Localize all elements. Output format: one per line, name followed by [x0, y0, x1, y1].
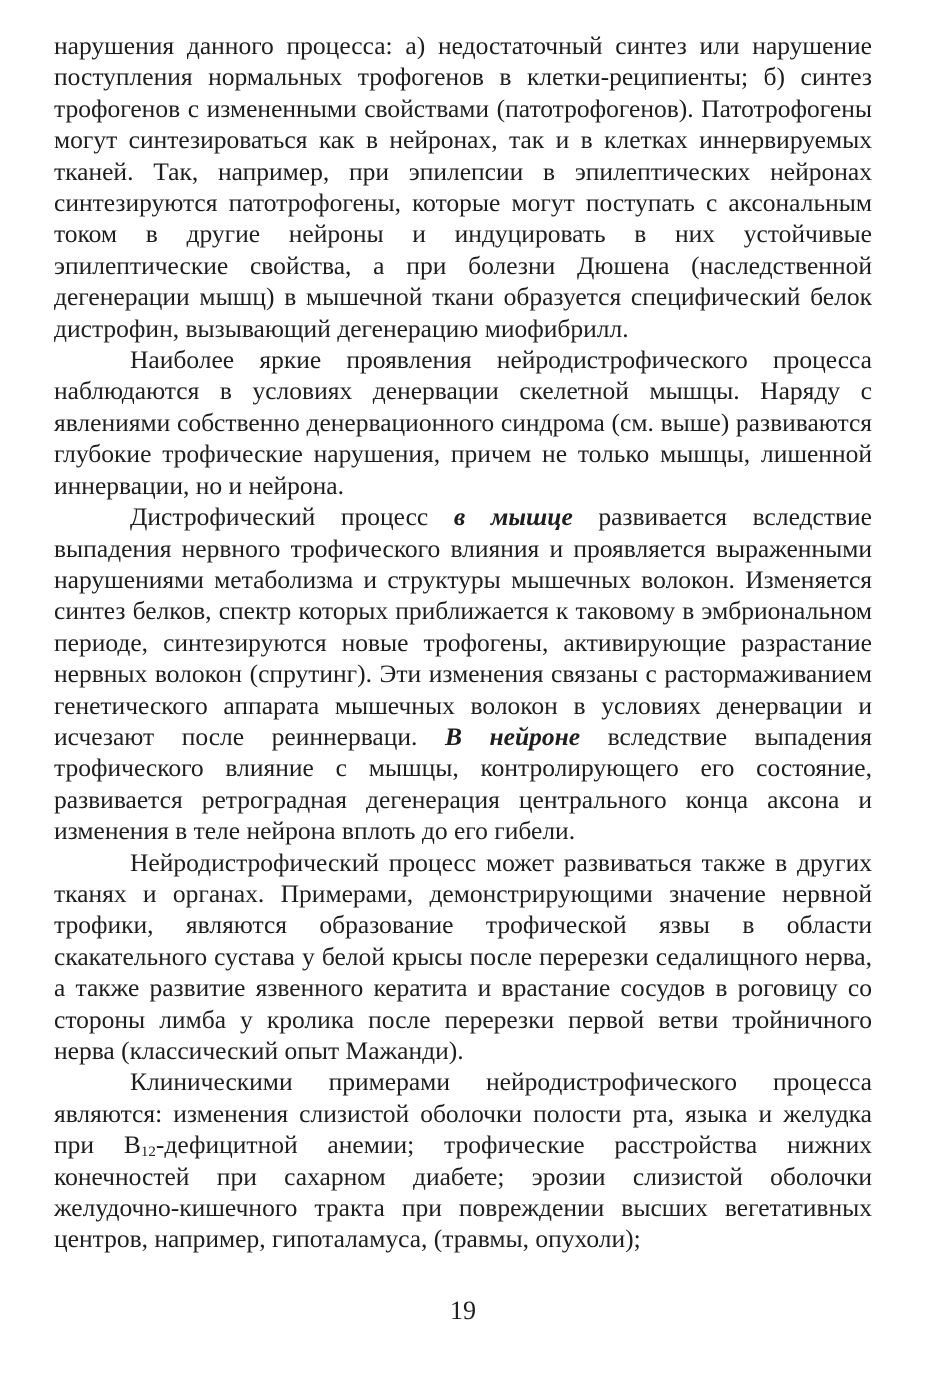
paragraph-5-text-a: Клиническими примерами нейродистрофического процесса являются: изменения слизистой оболочки полости рта, языка и желудка при В	[54, 1067, 872, 1160]
page-body	[54, 30, 872, 1255]
paragraph-3-text-b: развивается вследствие выпадения нервного трофического влияния и проявляется выраженными нарушениями метаболизма и структуры мышечных волокон. Изменяется синтез белков, спектр которых приближается к таковому в эмбриональном периоде, синтезируются новые трофогены, активирующие разрастание нервных волокон (спрутинг). Эти изменения связаны с растормаживанием генетического аппарата мышечных волокон в условиях денервации и исчезают после реиннерваци.	[54, 502, 872, 751]
paragraph-5	[54, 1066, 872, 1254]
paragraph-3-text-c: вследствие выпадения трофического влияние с мышцы, контролирующего его состояние, развивается ретроградная дегенерация центрального конца аксона и изменения в теле нейрона вплоть до его гибели.	[54, 721, 873, 846]
paragraph-3	[54, 501, 872, 846]
page-number: 19	[450, 1296, 476, 1325]
paragraph-4: Нейродистрофический процесс может развиваться также в других тканях и органах. Примерами, демонстрирующими значение нервной трофики, являются образование трофической язвы в области скакательного сустава у белой крысы после перерезки седалищного нерва, а также развитие язвенного кератита и врастание сосудов в роговицу со стороны лимба у кролика после перерезки первой ветви тройничного нерва (классический опыт Мажанди).	[54, 847, 872, 1065]
paragraph-3-text-a: Дистрофический процесс	[130, 502, 454, 532]
paragraph-2: Наиболее яркие проявления нейродистрофического процесса наблюдаются в условиях денервации скелетной мышцы. Наряду с явлениями собственно денервационного синдрома (см. выше) развиваются глубокие трофические нарушения, причем не только мышцы, лишенной иннервации, но и нейрона.	[54, 345, 872, 500]
paragraph-5-subscript: 12	[140, 1144, 156, 1161]
paragraph-1: нарушения данного процесса: а) недостаточный синтез или нарушение поступления нормальных трофогенов в клетки-реципиенты; б) синтез трофогенов с измененными свойствами (патотрофогенов). Патотрофогены могут синтезироваться как в нейронах, так и в клетках иннервируемых тканей. Так, например, при эпилепсии в эпилептических нейронах синтезируются патотрофогены, которые могут поступать с аксональным током в другие нейроны и индуцировать в них устойчивые эпилептические свойства, а при болезни Дюшена (наследственной дегенерации мышц) в мышечной ткани образуется специфический белок дистрофин, вызывающий дегенерацию миофибрилл.	[54, 31, 872, 343]
paragraph-3-emphasis-neuron: В нейроне	[444, 721, 581, 751]
paragraph-3-emphasis-muscle: в мышце	[453, 502, 573, 532]
paragraph-5-text-b: -дефицитной анемии; трофические расстройства нижних конечностей при сахарном диабете; эрозии слизистой оболочки желудочно-кишечного тракта при повреждении высших вегетативных центров, например, гипоталамуса, (травмы, опухоли);	[54, 1130, 872, 1254]
